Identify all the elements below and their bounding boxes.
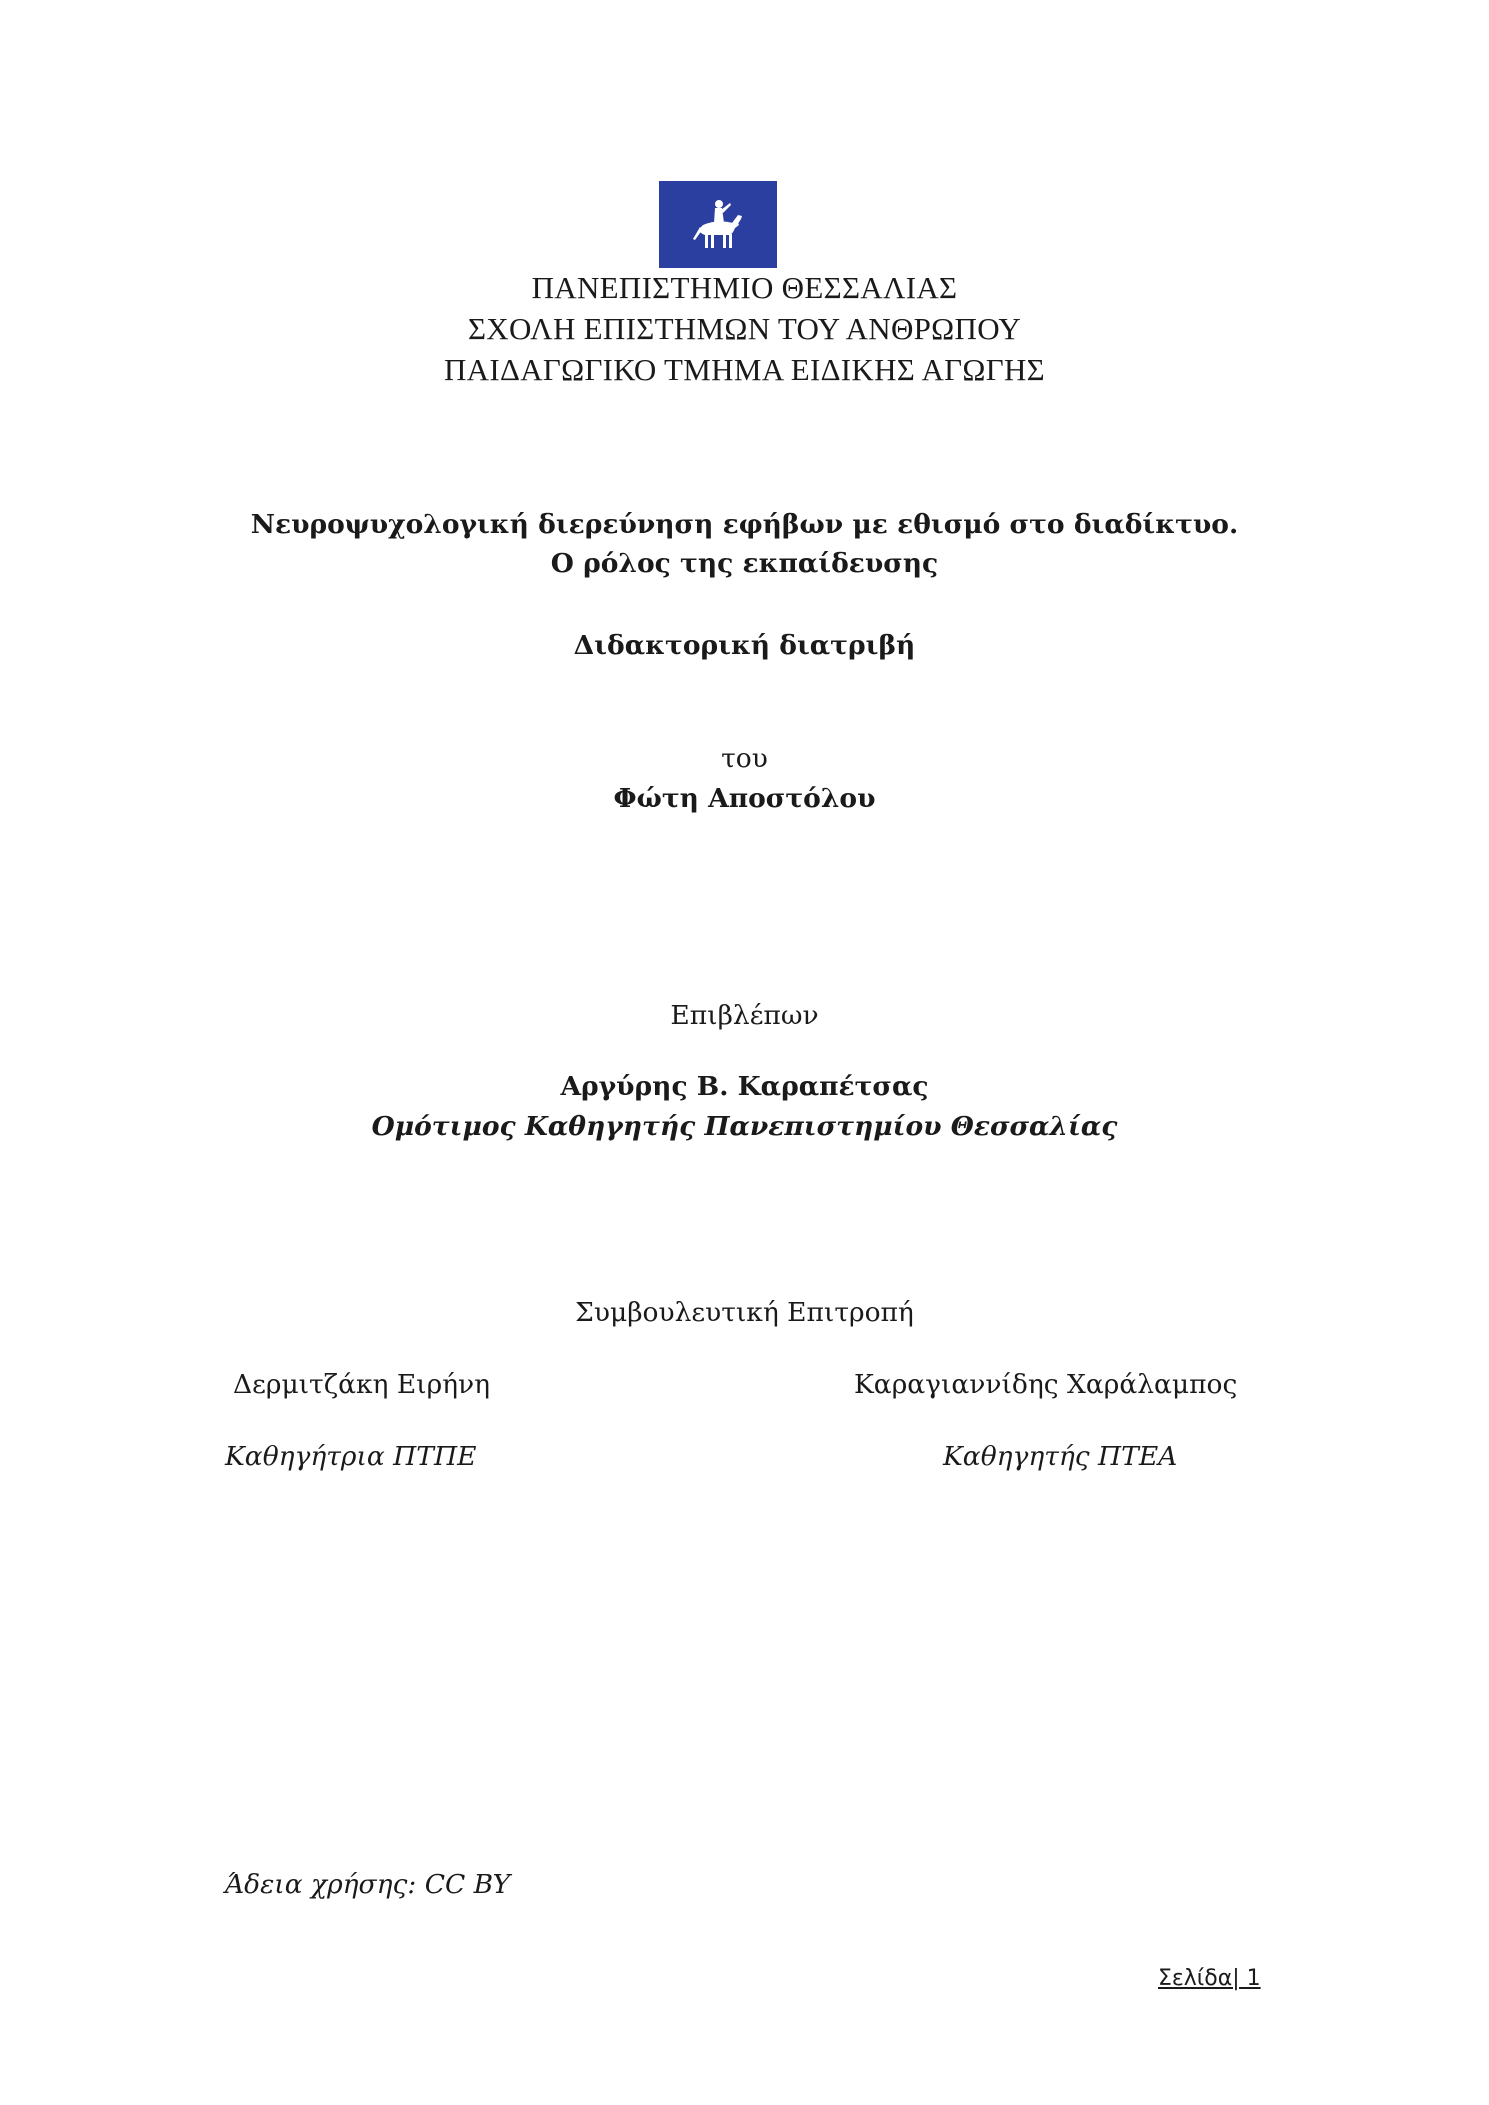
- committee-label: Συμβουλευτική Επιτροπή: [575, 1297, 914, 1328]
- committee-member-name: Καραγιαννίδης Χαράλαμπος: [854, 1369, 1238, 1400]
- page-number: Σελίδα| 1: [1158, 1966, 1261, 1991]
- supervisor-title: Ομότιμος Καθηγητής Πανεπιστημίου Θεσσαλίας: [371, 1111, 1118, 1142]
- supervisor-label: Επιβλέπων: [670, 1000, 819, 1031]
- supervisor-name: Αργύρης Β. Καραπέτσας: [560, 1071, 929, 1102]
- university-logo: [659, 181, 777, 268]
- thesis-by: του: [721, 743, 768, 774]
- school-name: ΣΧΟΛΗ ΕΠΙΣΤΗΜΩΝ ΤΟΥ ΑΝΘΡΩΠΟΥ: [467, 311, 1022, 346]
- committee-member-name: Δερμιτζάκη Ειρήνη: [233, 1369, 491, 1400]
- university-name: ΠΑΝΕΠΙΣΤΗΜΙΟ ΘΕΣΣΑΛΙΑΣ: [531, 270, 958, 305]
- thesis-author: Φώτη Αποστόλου: [613, 783, 876, 814]
- thesis-title-line1: Νευροψυχολογική διερεύνηση εφήβων με εθισμό στο διαδίκτυο.: [250, 509, 1239, 540]
- thesis-title-line2: Ο ρόλος της εκπαίδευσης: [550, 548, 939, 579]
- centaur-icon: [659, 181, 777, 268]
- department-name: ΠΑΙΔΑΓΩΓΙΚΟ ΤΜΗΜΑ ΕΙΔΙΚΗΣ ΑΓΩΓΗΣ: [443, 352, 1045, 387]
- committee-member-title: Καθηγητής ΠΤΕΑ: [943, 1441, 1178, 1472]
- thesis-type: Διδακτορική διατριβή: [573, 630, 916, 661]
- committee-member-title: Καθηγήτρια ΠΤΠΕ: [225, 1441, 477, 1472]
- license-note: Άδεια χρήσης: CC BY: [225, 1869, 511, 1900]
